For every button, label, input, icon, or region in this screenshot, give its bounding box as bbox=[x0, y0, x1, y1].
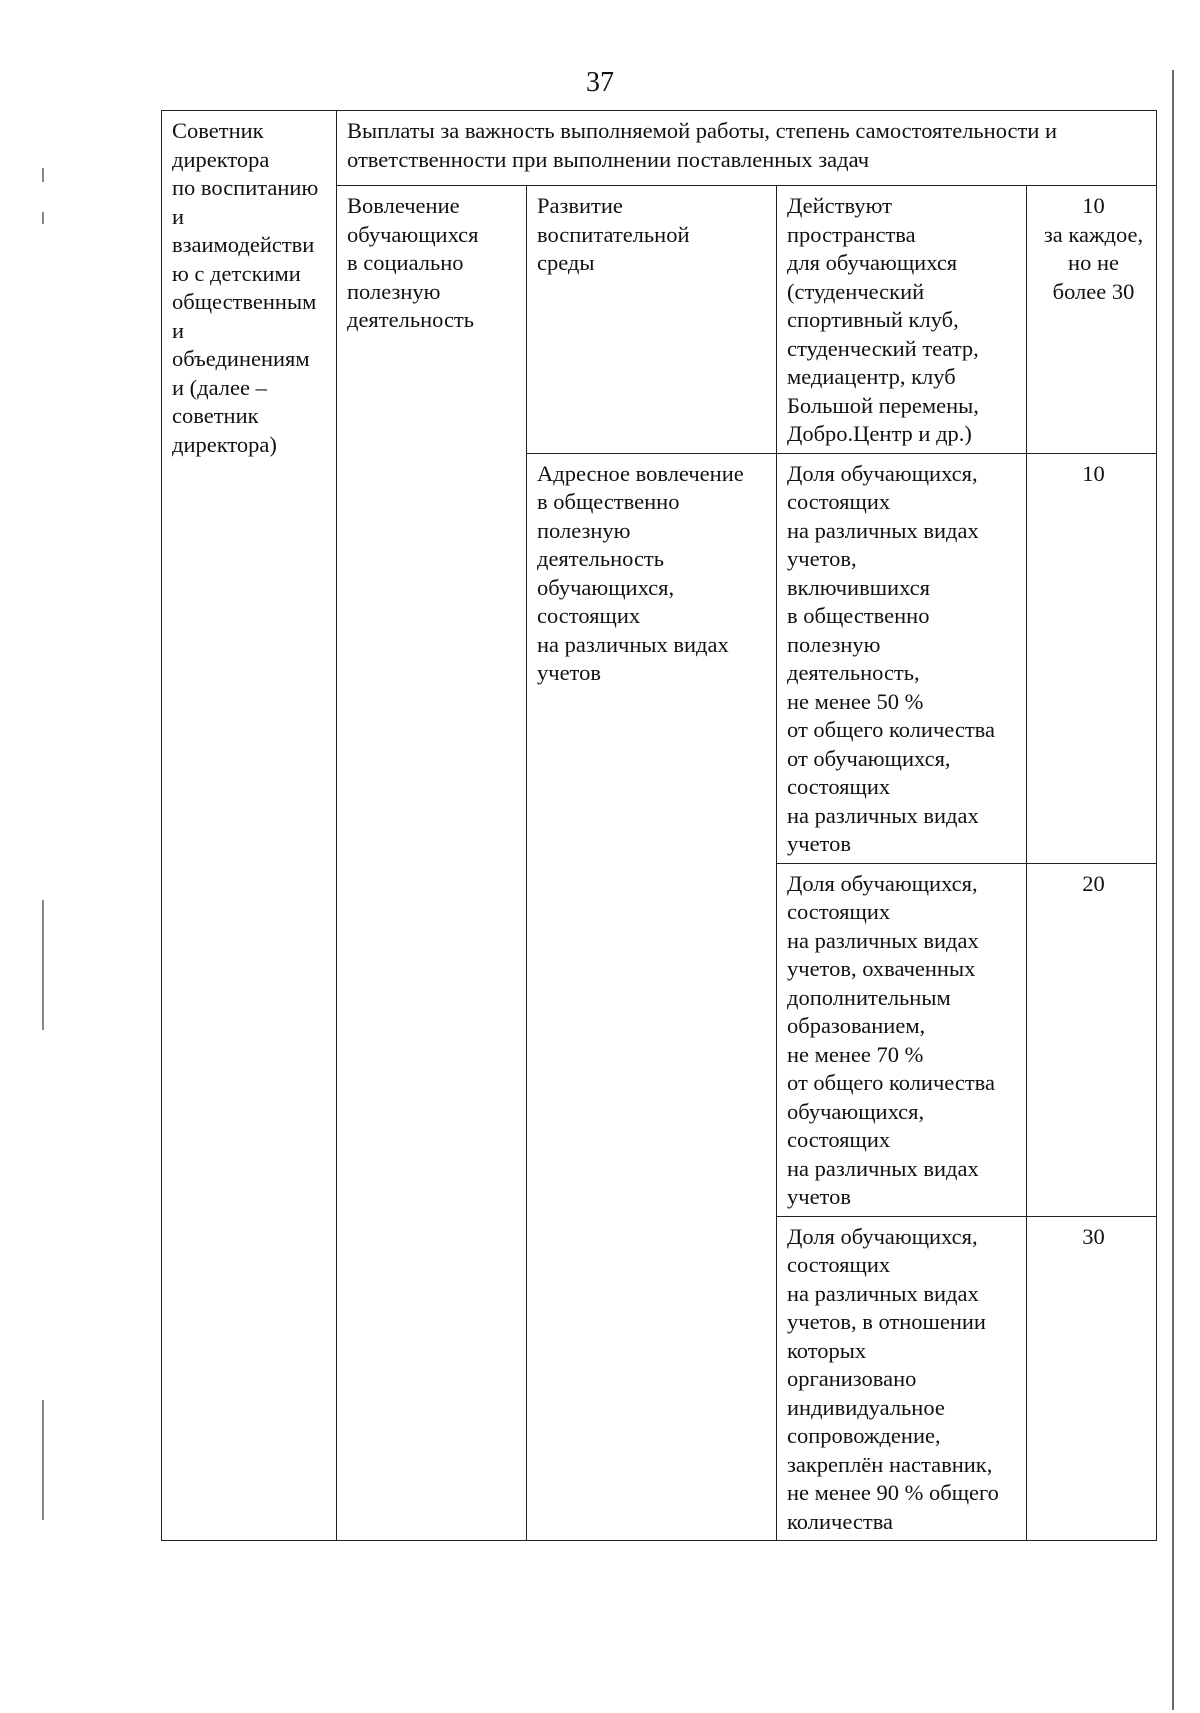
scan-margin-mark bbox=[42, 900, 44, 1030]
indicator-cell: Развитие воспитательной среды bbox=[527, 186, 777, 454]
condition-cell: Действуют пространства для обучающихся (студенческий спортивный клуб, студенческий театр, медиацентр, клуб Большой перемены, Добро.Центр и др.) bbox=[777, 186, 1027, 454]
indicator-cell: Адресное вовлечение в общественно полезную деятельность обучающихся, состоящих на различных видах учетов bbox=[527, 453, 777, 1541]
scan-margin-mark bbox=[42, 1400, 44, 1520]
table-header-row bbox=[162, 111, 1157, 186]
payment-type-header: Выплаты за важность выполняемой работы, степень самостоятельности и ответственности при выполнении поставленных задач bbox=[337, 111, 1157, 186]
score-cell: 20 bbox=[1027, 863, 1157, 1216]
criterion-cell: Вовлечение обучающихся в социально полезную деятельность bbox=[337, 186, 527, 1541]
score-cell: 30 bbox=[1027, 1216, 1157, 1541]
scan-edge-line bbox=[1172, 70, 1174, 1710]
condition-cell: Доля обучающихся, состоящих на различных видах учетов, включившихся в общественно полезную деятельность, не менее 50 % от общего количества от обучающихся, состоящих на различных видах учетов bbox=[777, 453, 1027, 863]
scan-margin-mark bbox=[42, 212, 44, 224]
payments-table bbox=[161, 110, 1157, 1541]
condition-cell: Доля обучающихся, состоящих на различных видах учетов, в отношении которых организовано индивидуальное сопровождение, закреплён наставник, не менее 90 % общего количества bbox=[777, 1216, 1027, 1541]
position-cell: Советник директора по воспитанию и взаимодействи ю с детскими общественным и объединениям и (далее – советник директора) bbox=[162, 111, 337, 1541]
condition-cell: Доля обучающихся, состоящих на различных видах учетов, охваченных дополнительным образованием, не менее 70 % от общего количества обучающихся, состоящих на различных видах учетов bbox=[777, 863, 1027, 1216]
page-number: 37 bbox=[586, 67, 614, 98]
score-cell: 10 за каждое, но не более 30 bbox=[1027, 186, 1157, 454]
scan-margin-mark bbox=[42, 168, 44, 182]
score-cell: 10 bbox=[1027, 453, 1157, 863]
